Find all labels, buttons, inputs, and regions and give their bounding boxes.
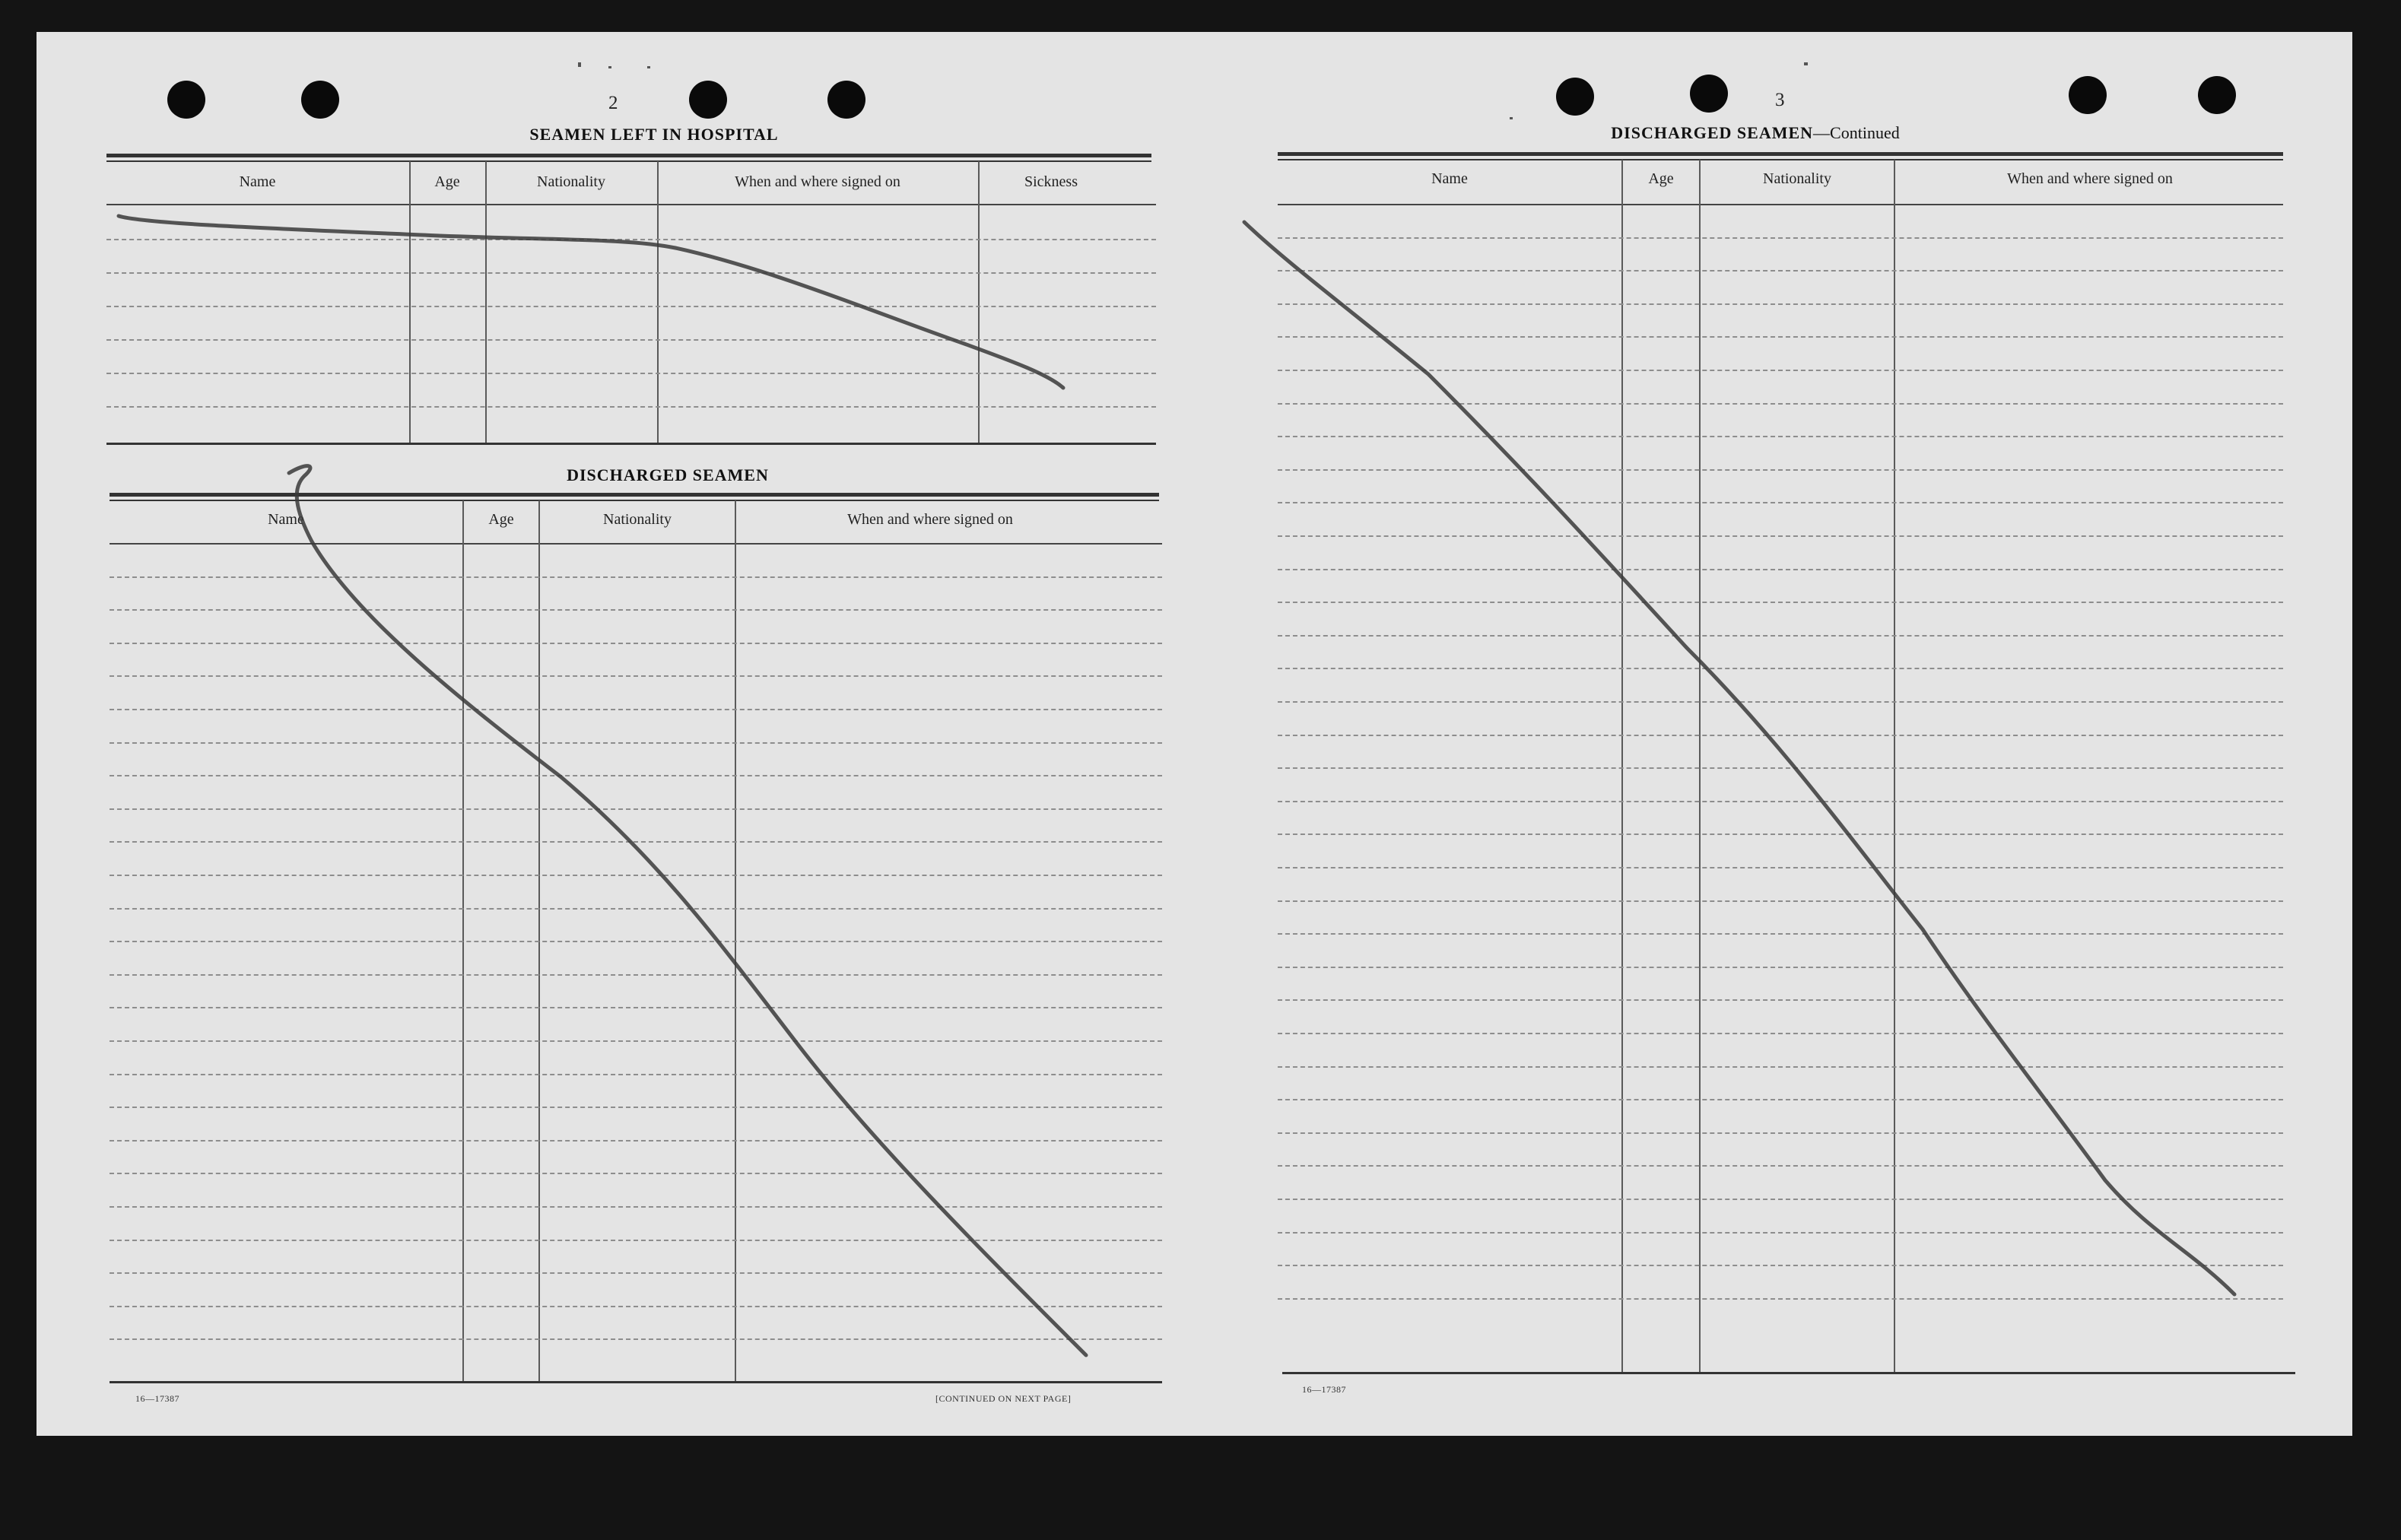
discharged-section-title: DISCHARGED SEAMEN	[567, 465, 769, 484]
continued-title-suffix: —Continued	[1813, 123, 1900, 142]
ledger-sheet	[37, 32, 2352, 1436]
discharged-col-nationality: Nationality	[603, 511, 672, 528]
continued-note: [CONTINUED ON NEXT PAGE]	[935, 1393, 1072, 1404]
hospital-col-sickness: Sickness	[1024, 173, 1078, 190]
hospital-col-nationality: Nationality	[537, 173, 605, 190]
discharged-cancel-stroke	[289, 466, 1086, 1355]
continued-title-main: DISCHARGED SEAMEN	[1611, 123, 1814, 142]
hospital-col-name: Name	[239, 173, 276, 190]
continued-cancel-stroke	[1244, 222, 2234, 1294]
continued-col-age: Age	[1648, 170, 1674, 187]
form-number-right: 16—17387	[1302, 1384, 1346, 1395]
pencil-strokes	[37, 32, 2352, 1436]
hospital-col-signed-on: When and where signed on	[735, 173, 900, 190]
page-number-right: 3	[1775, 90, 1785, 110]
discharged-col-name: Name	[268, 511, 304, 528]
discharged-col-age: Age	[488, 511, 514, 528]
continued-col-name: Name	[1431, 170, 1468, 187]
hospital-section-title: SEAMEN LEFT IN HOSPITAL	[529, 125, 779, 144]
continued-col-signed-on: When and where signed on	[2007, 170, 2173, 187]
page-number-left: 2	[608, 93, 618, 113]
hospital-cancel-stroke	[119, 216, 1063, 388]
continued-col-nationality: Nationality	[1763, 170, 1831, 187]
form-number-left: 16—17387	[135, 1393, 179, 1404]
hospital-col-age: Age	[434, 173, 460, 190]
discharged-col-signed-on: When and where signed on	[847, 511, 1013, 528]
